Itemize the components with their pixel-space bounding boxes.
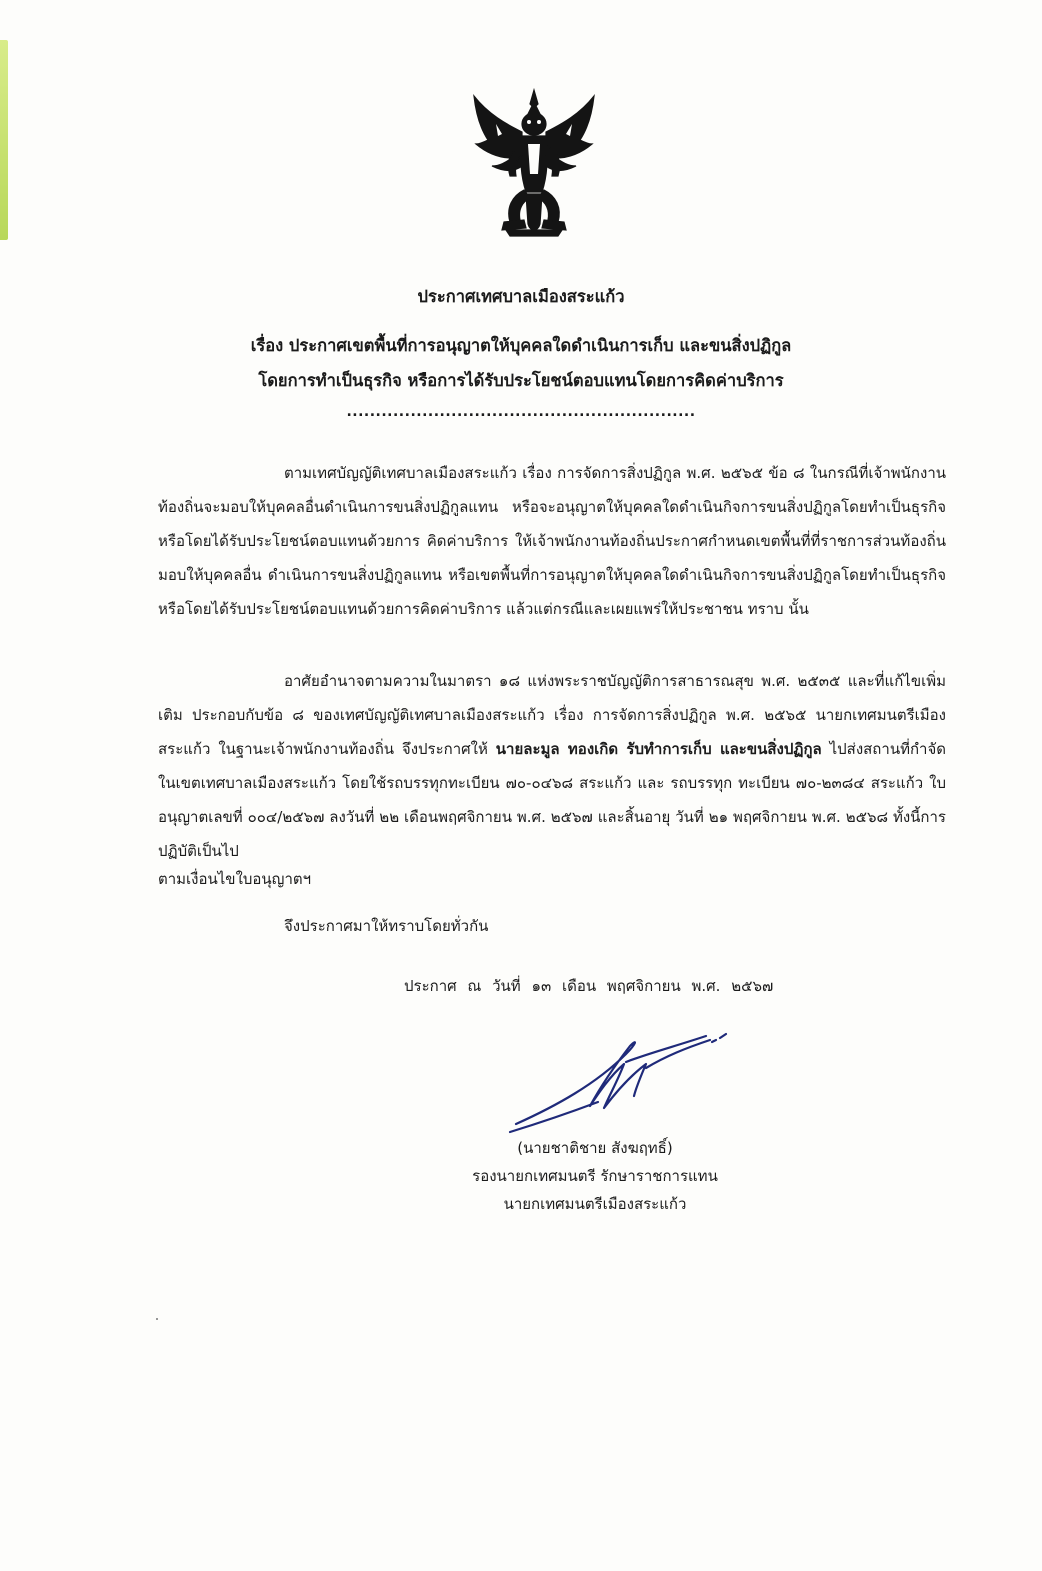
signer-position-2: นายกเทศมนตรีเมืองสระแก้ว bbox=[503, 1195, 687, 1213]
announcement-date: ประกาศ ณ วันที่ ๑๓ เดือน พฤศจิกายน พ.ศ. ๒๕๖๗ bbox=[404, 977, 774, 995]
subject-line-2: โดยการทำเป็นธุรกิจ หรือการได้รับประโยชน์ตอบแทนโดยการคิดค่าบริการ bbox=[258, 371, 784, 390]
paragraph-3: ตามเงื่อนไขใบอนุญาตฯ bbox=[158, 870, 312, 888]
separator-dots: ............................................................ bbox=[346, 404, 696, 420]
garuda-emblem-icon bbox=[466, 84, 602, 244]
paragraph-1-text: ตามเทศบัญญัติเทศบาลเมืองสระแก้ว เรื่อง การจัดการสิ่งปฏิกูล พ.ศ. ๒๕๖๕ ข้อ ๘ ในกรณีที่เจ้าพนักงานท้องถิ่นจะมอบให้บุคคลอื่นดำเนินการขนสิ่งปฏิกูลแทน หรือจะอนุญาตให้บุคคลใดดำเนินกิจการขนสิ่งปฏิกูลโดยทำเป็นธุรกิจหรือโดยได้รับประโยชน์ตอบแทนด้วยการ คิดค่าบริการ ให้เจ้าพนักงานท้องถิ่นประกาศกำหนดเขตพื้นที่ที่ราชการส่วนท้องถิ่นมอบให้บุคคลอื่น ดำเนินการขนสิ่งปฏิกูลแทน หรือเขตพื้นที่การอนุญาตให้บุคคลใดดำเนินกิจการขนสิ่งปฏิกูลโดยทำเป็นธุรกิจ หรือโดยได้รับประโยชน์ตอบแทนด้วยการคิดค่าบริการ แล้วแต่กรณีและเผยแพร่ให้ประชาชน ทราบ นั้น bbox=[158, 464, 946, 618]
permit-holder-bold: นายละมูล ทองเกิด รับทำการเก็บ และขนสิ่งปฏิกูล bbox=[495, 740, 822, 758]
signer-name: (นายชาติชาย สังฆฤทธิ์) bbox=[517, 1139, 673, 1157]
scan-speck bbox=[156, 1318, 158, 1320]
signer-position-1: รองนายกเทศมนตรี รักษาราชการแทน bbox=[472, 1167, 718, 1185]
page-edge-tab bbox=[0, 40, 8, 240]
paragraph-2-text-a: อาศัยอำนาจตามความในมาตรา ๑๘ แห่งพระราชบัญญัติการสาธารณสุข พ.ศ. ๒๕๓๕ และที่แก้ไขเพิ่มเติม ประกอบกับข้อ ๘ ของเทศบัญญัติเทศบาลเมืองสระแก้ว เรื่อง การจัดการสิ่งปฏิกูล พ.ศ. ๒๕๖๕ นายกเทศมนตรีเมืองสระแก้ว ในฐานะเจ้าพนักงานท้องถิ่น จึงประกาศให้ bbox=[158, 672, 946, 758]
paragraph-1 bbox=[158, 456, 946, 626]
closing-statement: จึงประกาศมาให้ทราบโดยทั่วกัน bbox=[284, 917, 489, 935]
handwritten-signature bbox=[506, 1024, 736, 1136]
paragraph-2 bbox=[158, 664, 946, 868]
paragraph-2-text-b: ไปส่งสถานที่กำจัด ในเขตเทศบาลเมืองสระแก้ว โดยใช้รถบรรทุกทะเบียน ๗๐-๐๔๖๘ สระแก้ว และ รถบรรทุก ทะเบียน ๗๐-๒๓๘๔ สระแก้ว ใบอนุญาตเลขที่ ๐๐๔/๒๕๖๗ ลงวันที่ ๒๒ เดือนพฤศจิกายน พ.ศ. ๒๕๖๗ และสิ้นอายุ วันที่ ๒๑ พฤศจิกายน พ.ศ. ๒๕๖๘ ทั้งนี้การปฏิบัติเป็นไป bbox=[158, 740, 946, 860]
subject-line-1: เรื่อง ประกาศเขตพื้นที่การอนุญาตให้บุคคลใดดำเนินการเก็บ และขนสิ่งปฏิกูล bbox=[250, 336, 792, 355]
announcement-title: ประกาศเทศบาลเมืองสระแก้ว bbox=[417, 287, 625, 306]
